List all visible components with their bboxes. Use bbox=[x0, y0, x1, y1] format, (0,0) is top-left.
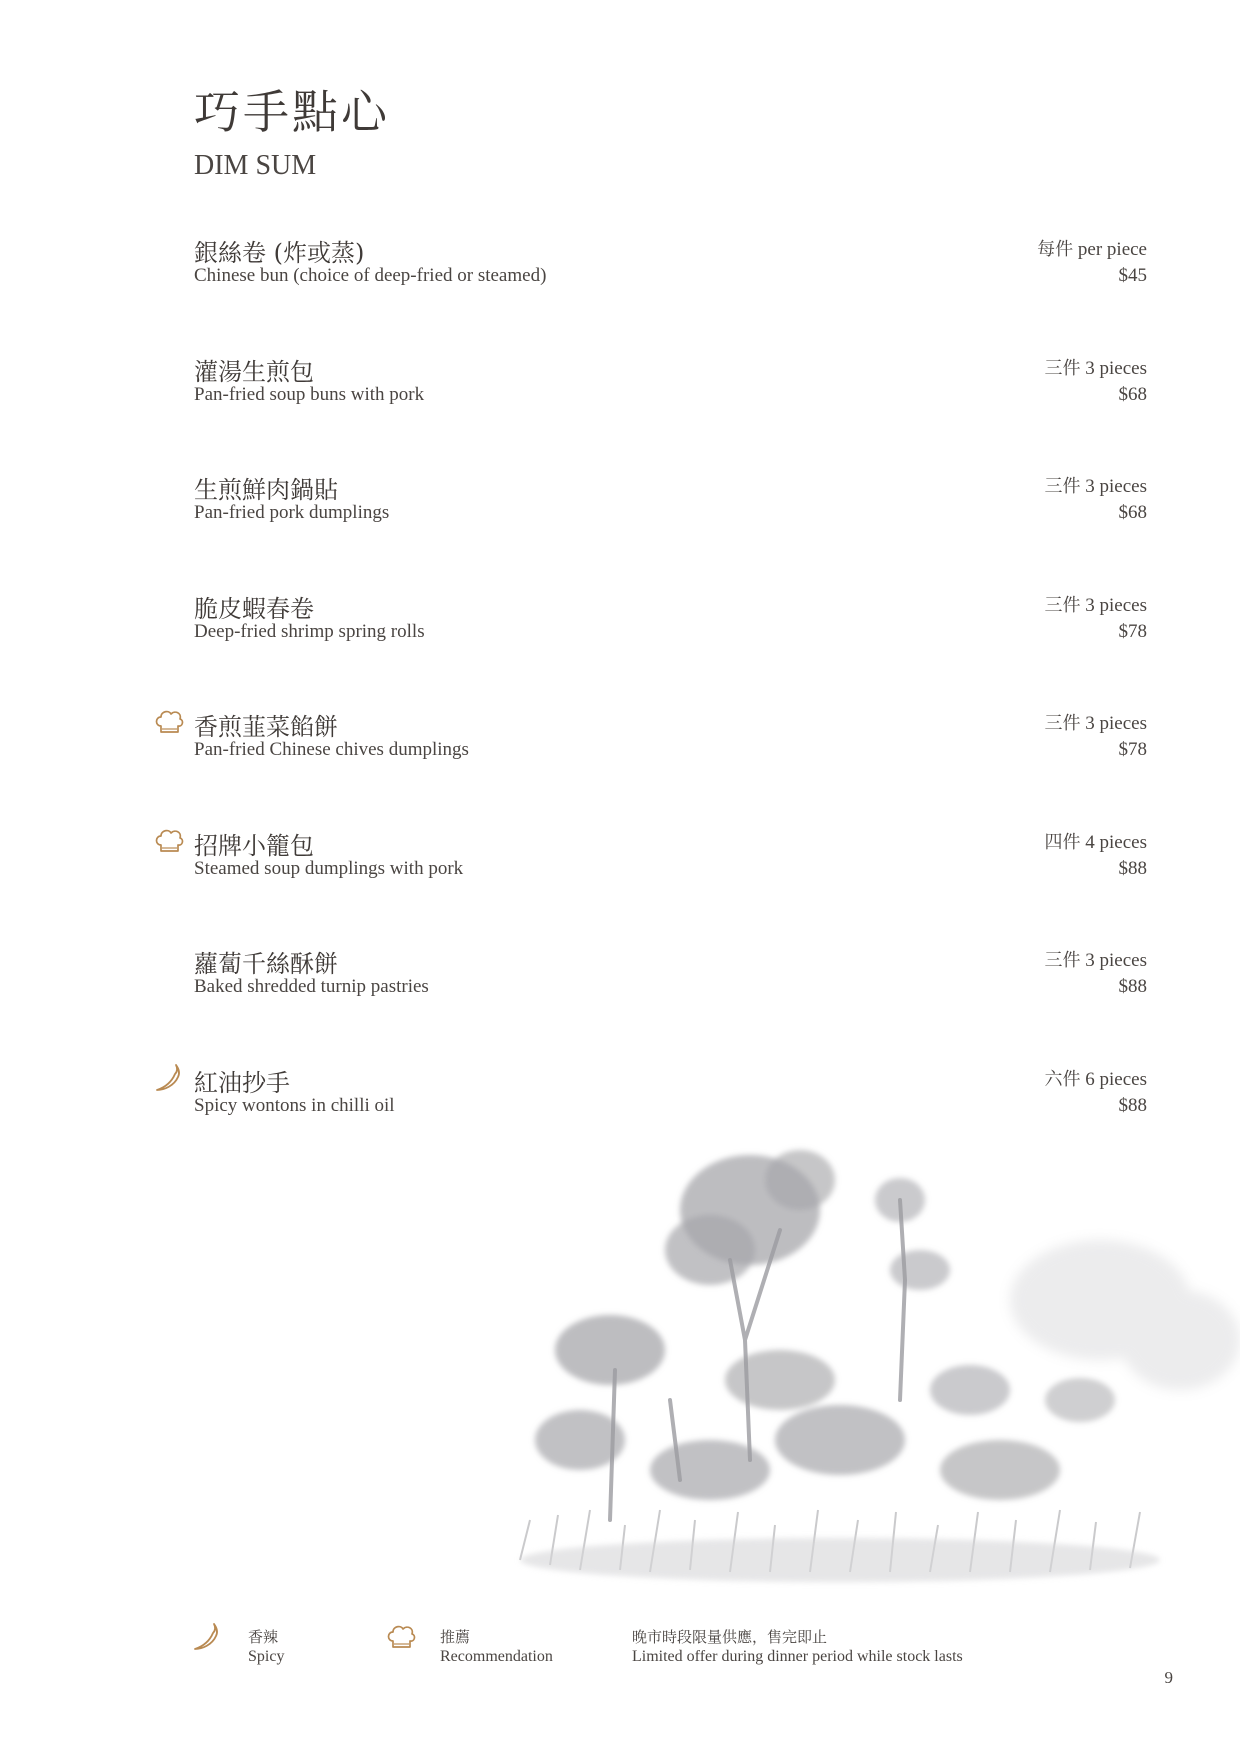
dish-quantity bbox=[1037, 235, 1147, 261]
menu-item bbox=[0, 707, 1241, 777]
legend-spicy bbox=[248, 1626, 284, 1666]
dish-price: $68 bbox=[1118, 502, 1147, 523]
legend-recommendation bbox=[440, 1626, 553, 1666]
chef-hat-icon bbox=[152, 824, 186, 858]
dish-name-zh: 蘿蔔千絲酥餅 bbox=[194, 950, 338, 978]
quantity-zh: 六件 bbox=[1044, 1069, 1081, 1090]
menu-item bbox=[0, 470, 1241, 540]
chef-hat-icon bbox=[152, 705, 186, 739]
chili-pepper-icon bbox=[190, 1620, 224, 1654]
quantity-en: 3 pieces bbox=[1085, 358, 1147, 379]
page-number: 9 bbox=[1164, 1668, 1173, 1687]
dish-price: $78 bbox=[1118, 621, 1147, 642]
dish-quantity bbox=[1045, 472, 1147, 498]
legend-spicy-en: Spicy bbox=[248, 1648, 285, 1665]
menu-item bbox=[0, 1063, 1241, 1133]
dish-name-en: Pan-fried Chinese chives dumplings bbox=[194, 739, 469, 760]
legend-limited-en: Limited offer during dinner period while stock lasts bbox=[632, 1648, 963, 1665]
dish-price: $88 bbox=[1118, 858, 1147, 879]
dish-quantity bbox=[1045, 1065, 1147, 1091]
legend-spicy-zh: 香辣 bbox=[248, 1628, 279, 1646]
legend-recommend-en: Recommendation bbox=[440, 1648, 553, 1665]
dish-quantity bbox=[1045, 591, 1147, 617]
dish-name-zh: 香煎韮菜餡餅 bbox=[194, 713, 338, 741]
chef-hat-icon bbox=[384, 1620, 418, 1654]
dish-price: $78 bbox=[1118, 739, 1147, 760]
quantity-en: 4 pieces bbox=[1085, 832, 1147, 853]
menu-item bbox=[0, 589, 1241, 659]
dish-price: $88 bbox=[1118, 1095, 1147, 1116]
quantity-zh: 每件 bbox=[1037, 239, 1074, 260]
legend-limited-zh: 晚市時段限量供應，售完即止 bbox=[632, 1628, 828, 1646]
dish-name-en: Baked shredded turnip pastries bbox=[194, 976, 429, 997]
ink-landscape-illustration bbox=[500, 1140, 1240, 1600]
menu-item bbox=[0, 944, 1241, 1014]
dish-name-en: Pan-fried pork dumplings bbox=[194, 502, 390, 523]
dish-price: $45 bbox=[1118, 265, 1147, 286]
dish-name-en: Steamed soup dumplings with pork bbox=[194, 858, 464, 879]
dish-quantity bbox=[1045, 946, 1147, 972]
quantity-en: 3 pieces bbox=[1085, 595, 1147, 616]
quantity-zh: 三件 bbox=[1044, 950, 1081, 971]
quantity-en: 3 pieces bbox=[1085, 713, 1147, 734]
quantity-zh: 三件 bbox=[1044, 713, 1081, 734]
page-title-zh: 巧手點心 bbox=[194, 85, 390, 139]
quantity-zh: 三件 bbox=[1044, 476, 1081, 497]
dish-name-en: Deep-fried shrimp spring rolls bbox=[194, 621, 425, 642]
dish-quantity bbox=[1045, 709, 1147, 735]
dish-name-zh: 生煎鮮肉鍋貼 bbox=[194, 476, 338, 504]
dish-price: $88 bbox=[1118, 976, 1147, 997]
legend-recommend-zh: 推薦 bbox=[440, 1628, 471, 1646]
dish-name-zh: 紅油抄手 bbox=[194, 1069, 290, 1097]
dish-name-zh: 灌湯生煎包 bbox=[194, 358, 314, 386]
menu-item bbox=[0, 352, 1241, 422]
quantity-en: 3 pieces bbox=[1085, 476, 1147, 497]
dish-name-en: Pan-fried soup buns with pork bbox=[194, 384, 425, 405]
dish-quantity bbox=[1045, 354, 1147, 380]
quantity-en: per piece bbox=[1077, 239, 1147, 260]
dish-name-zh: 脆皮蝦春卷 bbox=[194, 595, 314, 623]
quantity-zh: 四件 bbox=[1044, 832, 1081, 853]
dish-name-zh: 招牌小籠包 bbox=[194, 832, 314, 860]
menu-item bbox=[0, 826, 1241, 896]
chili-pepper-icon bbox=[152, 1061, 186, 1095]
dish-quantity bbox=[1045, 828, 1147, 854]
quantity-en: 3 pieces bbox=[1085, 950, 1147, 971]
quantity-en: 6 pieces bbox=[1085, 1069, 1147, 1090]
dish-name-en: Spicy wontons in chilli oil bbox=[194, 1095, 395, 1116]
dish-name-zh: 銀絲卷 (炸或蒸) bbox=[194, 239, 365, 267]
quantity-zh: 三件 bbox=[1044, 595, 1081, 616]
legend-limited-offer bbox=[632, 1626, 963, 1666]
quantity-zh: 三件 bbox=[1044, 358, 1081, 379]
page-title-en: DIM SUM bbox=[194, 150, 317, 181]
dish-name-en: Chinese bun (choice of deep-fried or steamed) bbox=[194, 265, 547, 286]
menu-item bbox=[0, 233, 1241, 303]
dish-price: $68 bbox=[1118, 384, 1147, 405]
